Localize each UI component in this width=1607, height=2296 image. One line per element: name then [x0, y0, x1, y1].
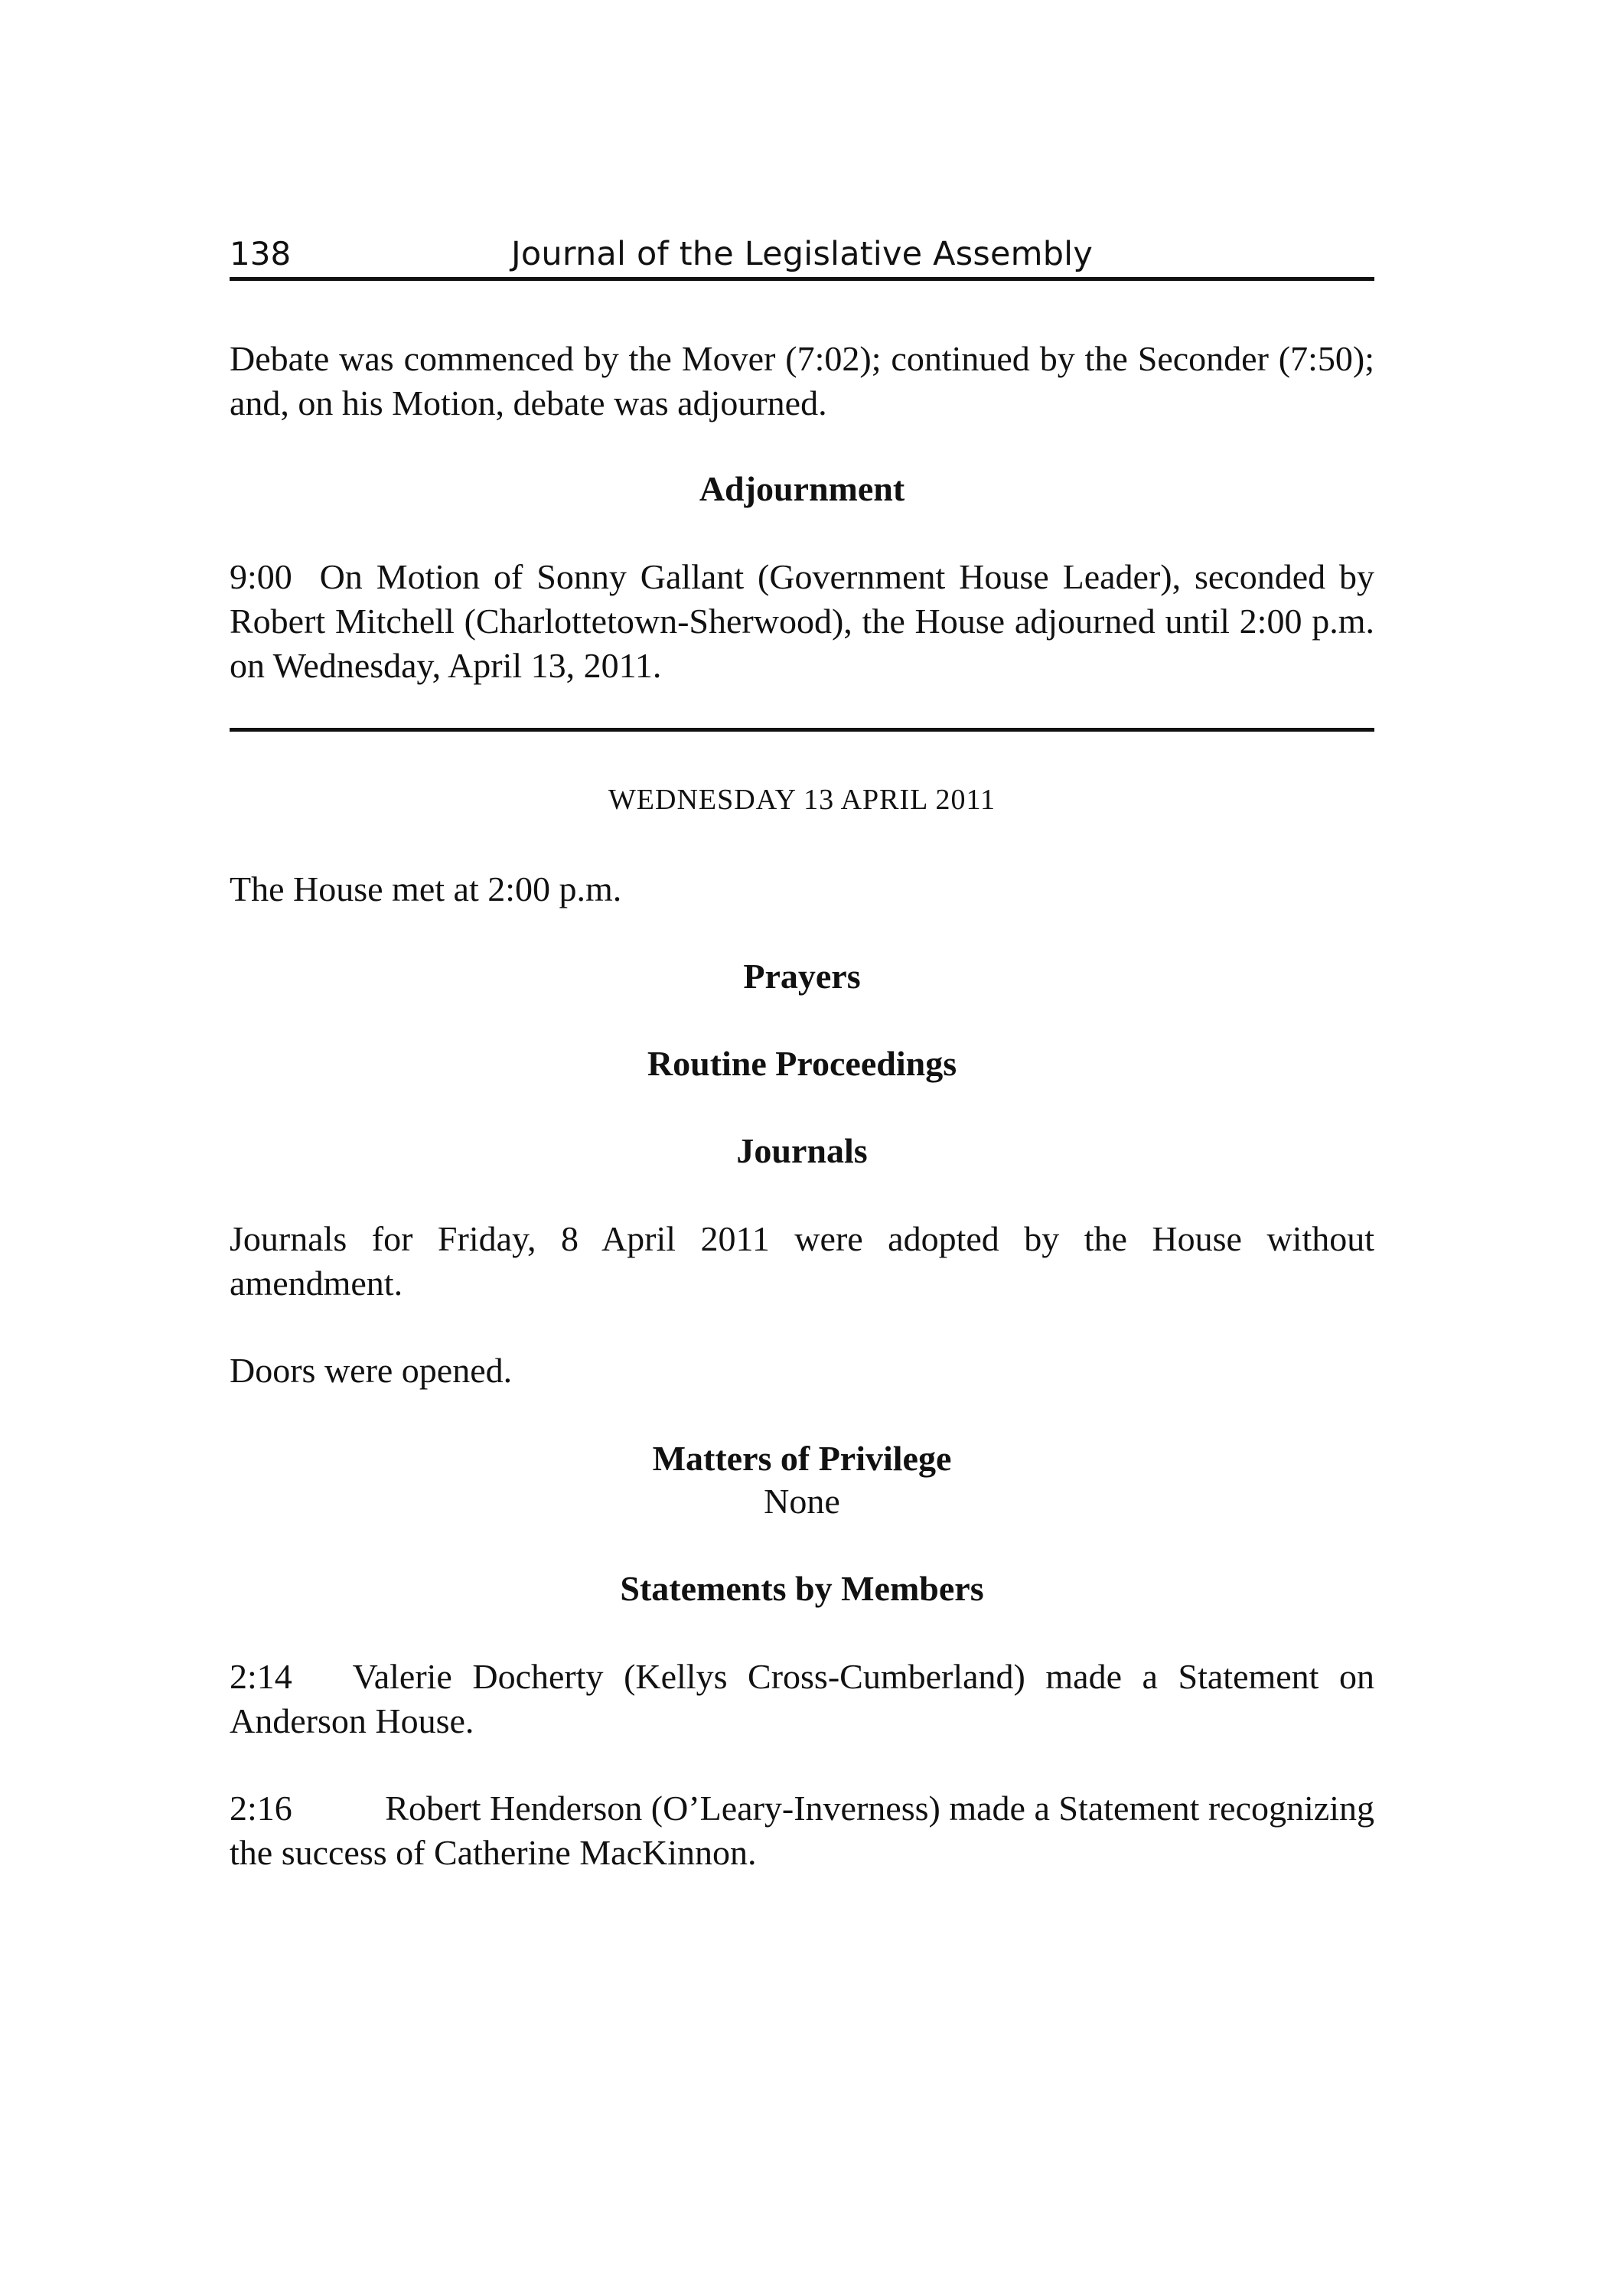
journals-paragraph: Journals for Friday, 8 April 2011 were adopted by the House without amendment. [230, 1219, 1374, 1303]
adjournment-paragraph [230, 555, 1374, 688]
privilege-heading: Matters of Privilege [652, 1439, 952, 1478]
journals-heading: Journals [736, 1131, 868, 1170]
adjournment-time: 9:00 [230, 557, 292, 596]
journal-title: Journal of the Legislative Assembly [511, 235, 1093, 273]
statement-text: Robert Henderson (O’Leary-Inverness) made a Statement recognizing the success of Catherine MacKinnon. [230, 1789, 1374, 1872]
statement-text: Valerie Docherty (Kellys Cross-Cumberland) made a Statement on Anderson House. [230, 1657, 1375, 1740]
adjournment-text: On Motion of Sonny Gallant (Government House Leader), seconded by Robert Mitchell (Charlottetown-Sherwood), the House adjourned until 2:00 p.m. on Wednesday, April 13, 2011. [230, 557, 1375, 685]
routine-proceedings-heading: Routine Proceedings [647, 1044, 957, 1083]
running-header [230, 231, 1374, 281]
page-number: 138 [230, 235, 292, 272]
statement-item [230, 1655, 1374, 1743]
statement-time: 2:16 [230, 1789, 292, 1828]
prayers-heading: Prayers [743, 957, 861, 996]
debate-paragraph: Debate was commenced by the Mover (7:02); continued by the Seconder (7:50); and, on his Motion, debate was adjourned. [230, 339, 1374, 422]
statements-heading: Statements by Members [620, 1569, 984, 1608]
privilege-value: None [764, 1482, 840, 1521]
statement-time: 2:14 [230, 1657, 292, 1696]
statement-item [230, 1786, 1374, 1875]
section-divider [230, 728, 1374, 732]
house-met-text: The House met at 2:00 p.m. [230, 869, 622, 908]
doors-opened-text: Doors were opened. [230, 1351, 513, 1390]
sitting-date-heading: WEDNESDAY 13 APRIL 2011 [608, 784, 996, 816]
journal-page [230, 0, 1374, 2296]
adjournment-heading: Adjournment [699, 469, 905, 508]
